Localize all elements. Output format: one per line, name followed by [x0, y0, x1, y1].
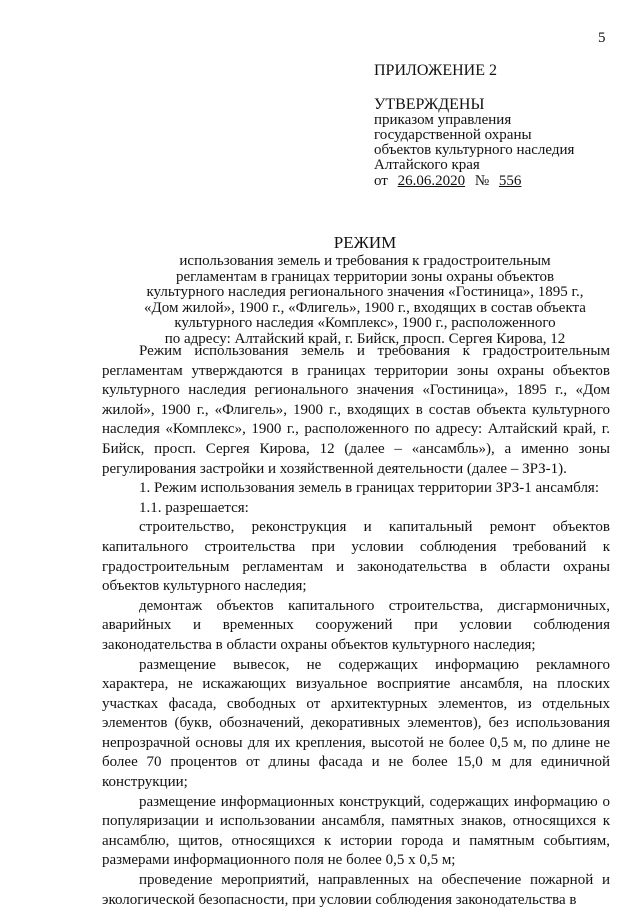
document-body: [102, 342, 610, 910]
document-subtitle-line: культурного наследия регионального значения «Гостиница», 1895 г.,: [146, 284, 584, 301]
list-item: демонтаж объектов капитального строительства, дисгармоничных, аварийных и временных сооружений при условии соблюдения законодательства в области охраны объектов культурного наследия;: [102, 597, 610, 653]
order-line: [374, 173, 614, 189]
order-date: 26.06.2020: [397, 173, 466, 189]
subsection-heading: 1.1. разрешается:: [139, 499, 249, 516]
appendix-block: [374, 62, 614, 189]
approval-line: Алтайского края: [374, 157, 480, 173]
appendix-title: ПРИЛОЖЕНИЕ 2: [374, 62, 498, 79]
document-subtitle-line: по адресу: Алтайский край, г. Бийск, просп. Сергея Кирова, 12: [164, 330, 566, 347]
document-title: РЕЖИМ: [333, 233, 397, 252]
document-subtitle-line: «Дом жилой», 1900 г., «Флигель», 1900 г., входящих в состав объекта: [144, 299, 586, 316]
list-item: размещение вывесок, не содержащих информацию рекламного характера, не искажающих визуальное восприятие ансамбля, на плоских участках фасада, свободных от архитектурных элементов, из отдельных элементов (букв, обозначений, декоративных элементов), без использования непрозрачной основы для их крепления, высотой не более 0,5 м, по длине не более 70 процентов от длины фасада и не более 15,0 м для единичной конструкции;: [102, 656, 610, 791]
document-title-block: [118, 232, 612, 348]
order-number: 556: [498, 173, 522, 189]
page-number: 5: [598, 30, 606, 46]
list-item: размещение информационных конструкций, содержащих информацию о популяризации и использовании ансамбля, памятных знаков, относящихся к ансамблю, щитов, относящихся к истории города и памятным событиям, размерами информационного поля не более 0,5 х 0,5 м;: [102, 793, 610, 869]
list-item: строительство, реконструкция и капитальный ремонт объектов капитального строительства при условии соблюдения требований к градостроительным регламентам и законодательства в области охраны объектов культурного наследия;: [102, 519, 610, 595]
approved-heading: УТВЕРЖДЕНЫ: [374, 96, 485, 113]
intro-paragraph: Режим использования земель и требования к градостроительным регламентам утверждаются в границах территории зоны охраны объектов культурного наследия регионального значения «Гостиница», 1895 г., «Дом жилой», 1900 г., «Флигель», 1900 г., входящих в состав объекта культурного наследия «Комплекс», 1900 г., расположенного по адресу: Алтайский край, г. Бийск, просп. Сергея Кирова, 12 (далее – «ансамбль»), а именно зоны регулирования застройки и хозяйственной деятельности (далее – ЗРЗ-1).: [102, 343, 610, 477]
approval-line: объектов культурного наследия: [374, 142, 575, 158]
list-item: проведение мероприятий, направленных на обеспечение пожарной и экологической безопасности, при условии соблюдения законодательства в: [102, 872, 610, 908]
approval-line: государственной охраны: [374, 127, 532, 143]
section-heading: 1. Режим использования земель в границах территории ЗРЗ-1 ансамбля:: [139, 480, 599, 497]
order-prefix: от: [374, 173, 388, 189]
document-subtitle-line: регламентам в границах территории зоны охраны объектов: [175, 268, 555, 285]
document-subtitle-line: культурного наследия «Комплекс», 1900 г., расположенного: [174, 315, 556, 332]
approval-line: приказом управления: [374, 112, 512, 128]
order-number-label: №: [474, 173, 490, 189]
document-subtitle-line: использования земель и требования к градостроительным: [179, 253, 551, 269]
